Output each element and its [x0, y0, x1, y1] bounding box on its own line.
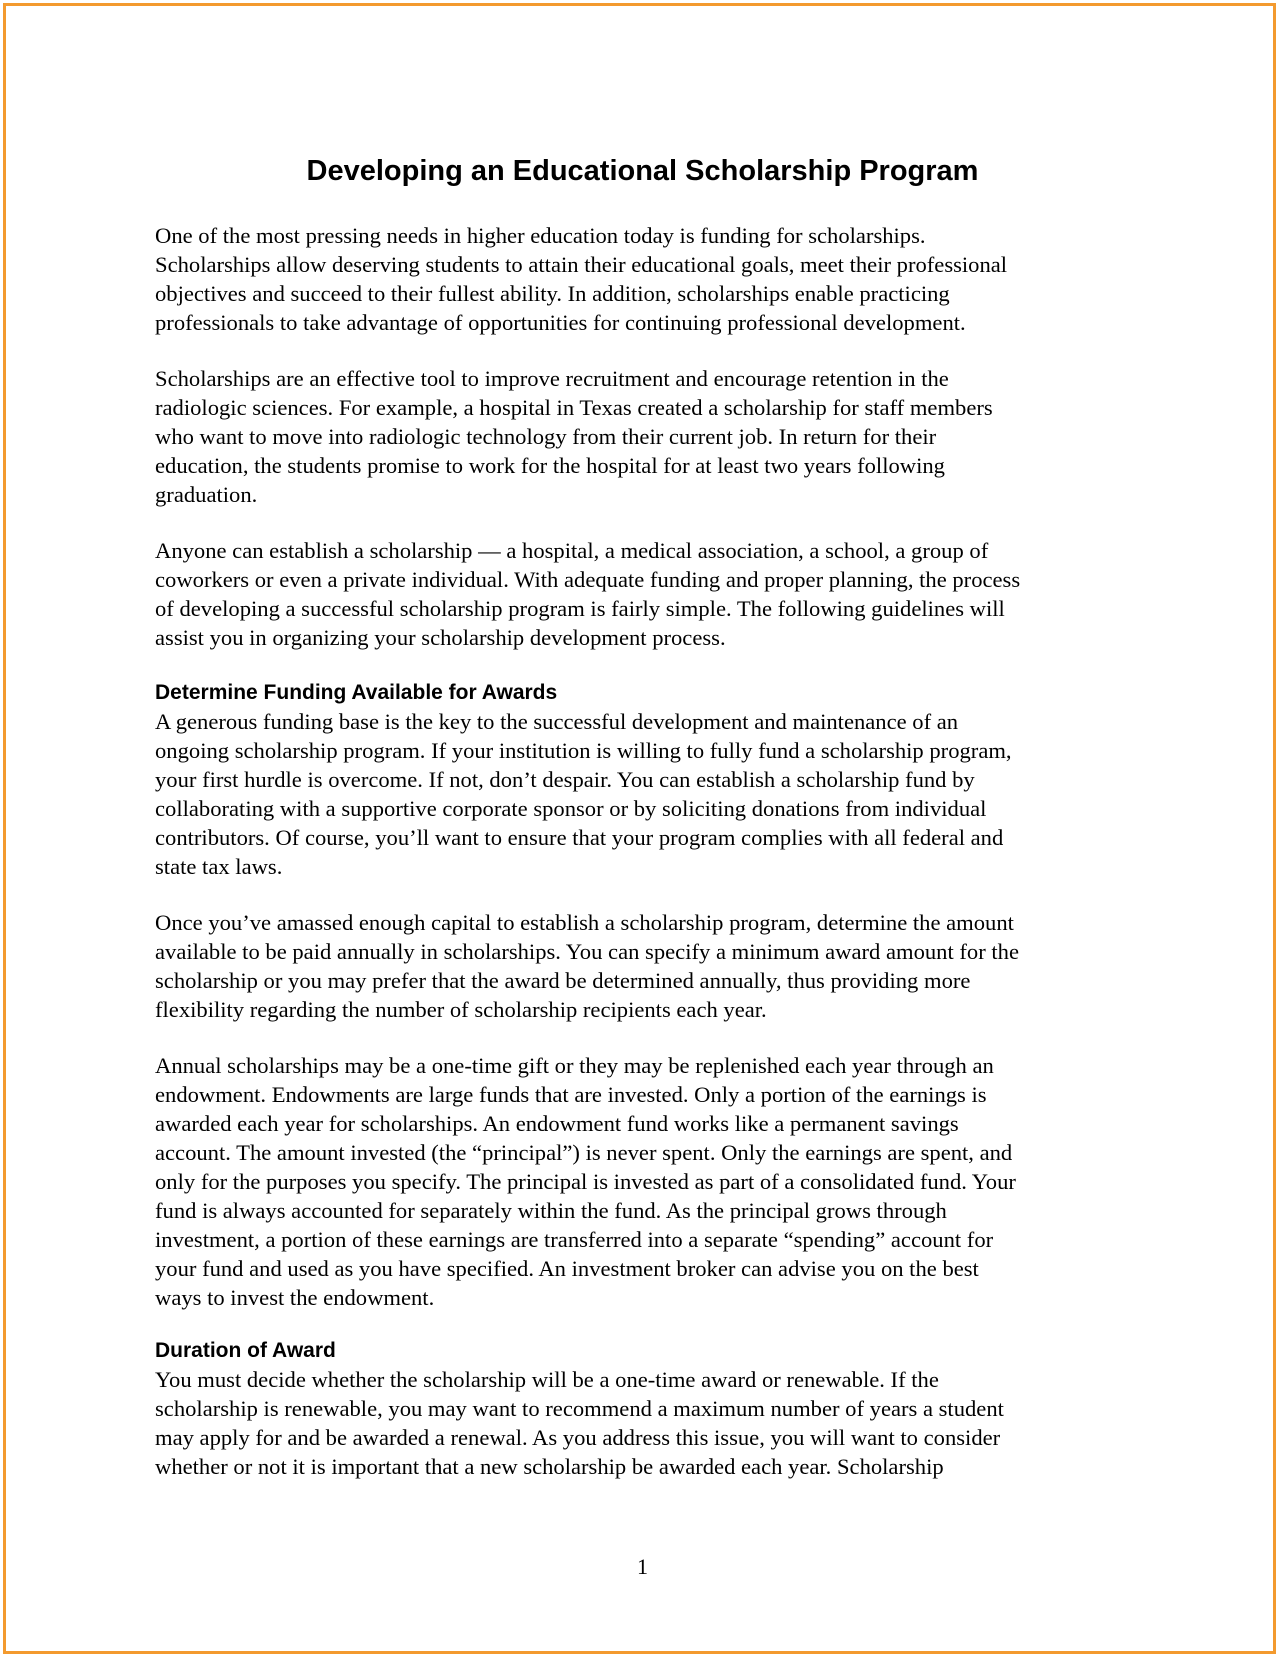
text-line: contributors. Of course, you’ll want to ensure that your program complies with all federal and	[155, 825, 1004, 850]
text-line: of developing a successful scholarship program is fairly simple. The following guidelines will	[155, 596, 1005, 621]
intro-paragraph-3	[155, 536, 1020, 652]
text-line: Annual scholarships may be a one-time gift or they may be replenished each year through an	[155, 1053, 994, 1078]
text-line: radiologic sciences. For example, a hospital in Texas created a scholarship for staff members	[155, 395, 993, 420]
funding-paragraph-3	[155, 1051, 1016, 1312]
text-line: whether or not it is important that a new scholarship be awarded each year. Scholarship	[155, 1454, 944, 1479]
section-heading-funding: Determine Funding Available for Awards	[155, 681, 558, 704]
text-line: coworkers or even a private individual. With adequate funding and proper planning, the process	[155, 567, 1021, 592]
text-line: professionals to take advantage of opportunities for continuing professional development.	[155, 310, 966, 335]
funding-paragraph-1	[155, 707, 1012, 881]
text-line: ongoing scholarship program. If your institution is willing to fully fund a scholarship program,	[155, 738, 1012, 763]
funding-paragraph-2	[155, 908, 1019, 1024]
section-heading-duration: Duration of Award	[155, 1339, 336, 1362]
intro-paragraph-2	[155, 364, 993, 509]
text-line: account. The amount invested (the “principal”) is never spent. Only the earnings are spent, and	[155, 1140, 1013, 1165]
text-line: awarded each year for scholarships. An endowment fund works like a permanent savings	[155, 1111, 959, 1136]
text-line: may apply for and be awarded a renewal. As you address this issue, you will want to consider	[155, 1425, 1001, 1450]
text-line: collaborating with a supportive corporate sponsor or by soliciting donations from individual	[155, 796, 987, 821]
text-line: Anyone can establish a scholarship — a hospital, a medical association, a school, a group of	[155, 538, 989, 563]
text-line: education, the students promise to work for the hospital for at least two years following	[155, 453, 945, 478]
text-line: your first hurdle is overcome. If not, don’t despair. You can establish a scholarship fund by	[155, 767, 975, 792]
text-line: A generous funding base is the key to the successful development and maintenance of an	[155, 709, 959, 734]
text-line: endowment. Endowments are large funds that are invested. Only a portion of the earnings is	[155, 1082, 987, 1107]
text-line: scholarship or you may prefer that the award be determined annually, thus providing more	[155, 968, 971, 993]
text-line: who want to move into radiologic technology from their current job. In return for their	[155, 424, 937, 449]
text-line: Scholarships are an effective tool to improve recruitment and encourage retention in the	[155, 366, 949, 391]
text-line: You must decide whether the scholarship will be a one-time award or renewable. If the	[155, 1367, 939, 1392]
text-line: fund is always accounted for separately within the fund. As the principal grows through	[155, 1198, 947, 1223]
text-line: assist you in organizing your scholarship development process.	[155, 625, 726, 650]
text-line: objectives and succeed to their fullest ability. In addition, scholarships enable practicing	[155, 281, 950, 306]
text-line: your fund and used as you have specified. An investment broker can advise you on the best	[155, 1256, 979, 1281]
page-number: 1	[637, 1554, 648, 1579]
text-line: scholarship is renewable, you may want to recommend a maximum number of years a student	[155, 1396, 1004, 1421]
text-line: ways to invest the endowment.	[155, 1285, 435, 1310]
text-line: investment, a portion of these earnings are transferred into a separate “spending” account for	[155, 1227, 994, 1252]
text-line: flexibility regarding the number of scholarship recipients each year.	[155, 997, 767, 1022]
text-line: graduation.	[155, 482, 258, 507]
text-line: Scholarships allow deserving students to attain their educational goals, meet their professional	[155, 252, 1008, 277]
document-title: Developing an Educational Scholarship Program	[306, 155, 979, 187]
text-line: One of the most pressing needs in higher education today is funding for scholarships.	[155, 223, 926, 248]
text-line: Once you’ve amassed enough capital to establish a scholarship program, determine the amount	[155, 910, 1014, 935]
text-line: only for the purposes you specify. The principal is invested as part of a consolidated fund. Your	[155, 1169, 1016, 1194]
text-line: state tax laws.	[155, 854, 283, 879]
intro-paragraph-1	[155, 221, 1007, 337]
text-line: available to be paid annually in scholarships. You can specify a minimum award amount for the	[155, 939, 1020, 964]
duration-paragraph-1	[155, 1365, 1004, 1481]
